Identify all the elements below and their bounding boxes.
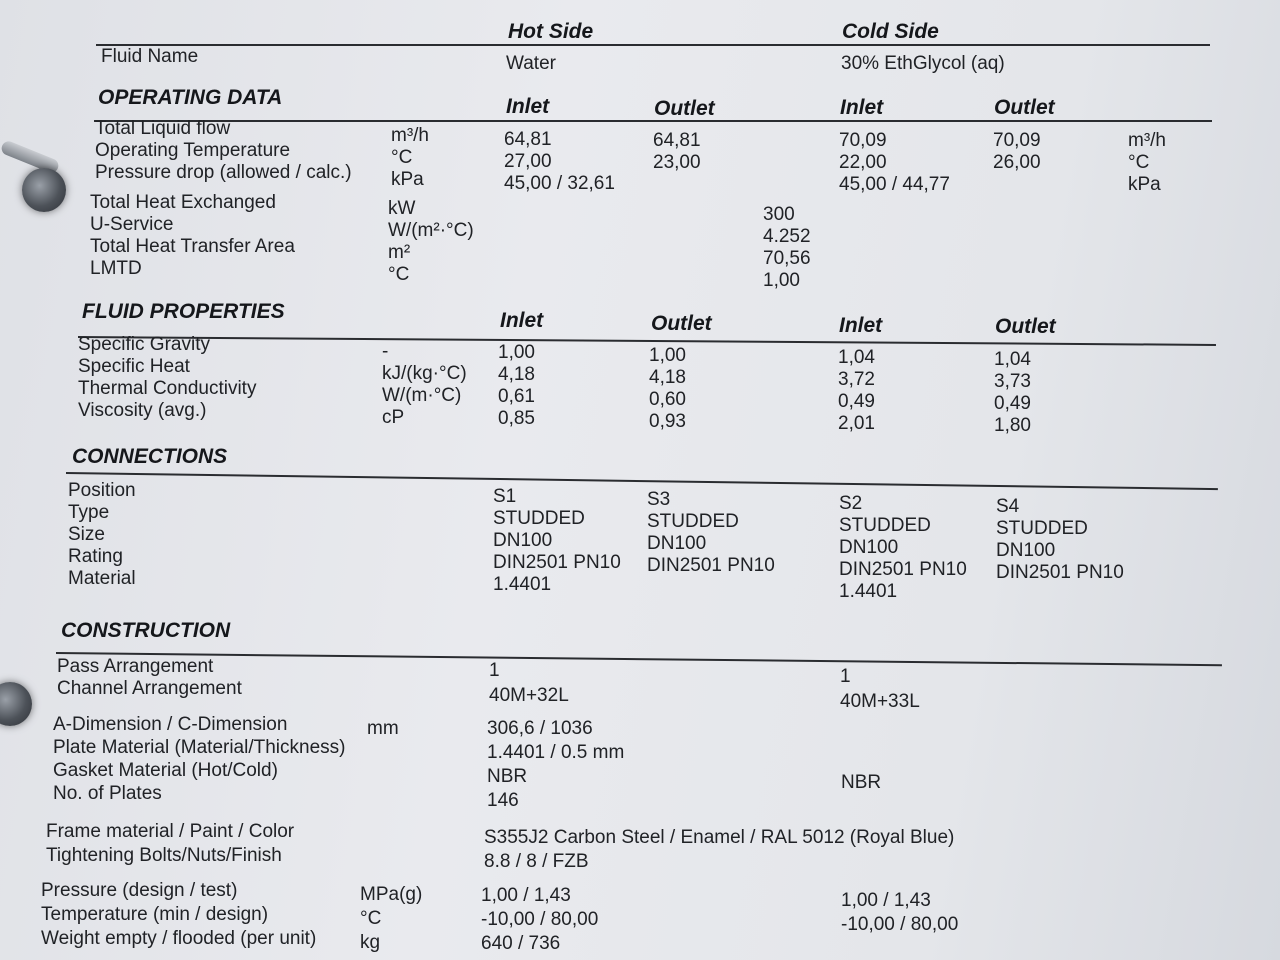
heat-unit-lmtd: °C [388,264,410,285]
conn-s2-material: 1.4401 [839,581,898,602]
op-cold-in-temp: 22,00 [839,152,887,173]
heat-value-lmtd: 1,00 [763,270,800,291]
design-label-weight: Weight empty / flooded (per unit) [41,928,317,949]
fp-hot-inlet-heading: Inlet [500,309,544,332]
design-unit-pressure: MPa(g) [360,884,423,905]
fp-unit-visc: cP [382,407,405,428]
conn-s2-position: S2 [839,493,863,514]
op-unit-pressure: kPa [391,169,424,190]
fp-hot-out-sh: 4,18 [649,367,686,388]
fp-cold-out-sh: 3,73 [994,371,1031,392]
fp-cold-in-visc: 2,01 [838,413,875,434]
dim-label-plates: No. of Plates [53,783,162,804]
conn-s2-values [839,493,967,603]
pass-cold-values [840,666,920,713]
fp-hot-in-tc: 0,61 [498,386,535,407]
fp-label-sg: Specific Gravity [78,334,210,355]
op-cold-inlet-heading: Inlet [840,96,884,119]
dim-label-gasket: Gasket Material (Hot/Cold) [53,760,278,781]
frame-label-material: Frame material / Paint / Color [46,821,295,842]
hot-fluid-value: Water [506,53,556,74]
op-unit-temp: °C [391,147,413,168]
fp-cold-in-sh: 3,72 [838,369,875,390]
heat-label-u: U-Service [90,214,174,235]
frame-labels [46,821,294,867]
dim-labels [53,714,345,805]
design-hot-pressure: 1,00 / 1,43 [481,885,571,906]
fp-unit-sh: kJ/(kg·°C) [382,363,467,384]
operating-data-heading: OPERATING DATA [98,86,283,109]
conn-s3-size: DN100 [647,533,707,554]
conn-s2-type: STUDDED [839,515,931,536]
conn-s1-material: 1.4401 [493,574,552,595]
pass-arrangement-label: Pass Arrangement [57,656,214,677]
dim-value-gasket: NBR [487,766,528,787]
fp-cold-inlet-heading: Inlet [839,314,883,337]
op-hot-outlet-heading: Outlet [654,97,715,120]
op-cold-out-flow: 70,09 [993,130,1041,151]
design-hot-values [481,885,598,955]
frame-value-bolts: 8.8 / 8 / FZB [484,851,589,872]
op-hot-outlet-values [653,130,701,174]
op-label-pressure: Pressure drop (allowed / calc.) [95,162,352,183]
dim-label-ac: A-Dimension / C-Dimension [53,714,288,735]
conn-s1-type: STUDDED [493,508,585,529]
cold-fluid-value: 30% EthGlycol (aq) [841,53,1005,74]
op-label-temp: Operating Temperature [95,140,291,161]
connections-heading: CONNECTIONS [72,445,228,468]
pass-labels [57,656,242,700]
fluid-name-label: Fluid Name [101,46,199,67]
dim-label-plate: Plate Material (Material/Thickness) [53,737,346,758]
heat-label-lmtd: LMTD [90,258,142,279]
fp-hot-in-sh: 4,18 [498,364,535,385]
design-cold-temperature: -10,00 / 80,00 [841,914,959,935]
channel-arrangement-label: Channel Arrangement [57,678,242,699]
conn-s3-values [647,489,775,577]
fp-unit-sg: - [382,341,389,362]
fp-unit-tc: W/(m·°C) [382,385,462,406]
cold-pass-value: 1 [840,666,851,687]
op-right-unit-temp: °C [1128,152,1150,173]
conn-label-rating: Rating [68,546,123,567]
op-cold-outlet-heading: Outlet [994,96,1055,119]
conn-label-material: Material [68,568,136,589]
heat-units [388,198,474,286]
conn-s2-rating: DIN2501 PN10 [839,559,967,580]
connections-rule [66,472,1218,490]
fp-label-visc: Viscosity (avg.) [78,400,207,421]
conn-s1-size: DN100 [493,530,553,551]
design-unit-weight: kg [360,932,381,953]
design-hot-weight: 640 / 736 [481,933,561,954]
op-cold-out-temp: 26,00 [993,152,1041,173]
fp-cold-in-tc: 0,49 [838,391,875,412]
dim-value-ac: 306,6 / 1036 [487,718,593,739]
frame-label-bolts: Tightening Bolts/Nuts/Finish [46,845,282,866]
fp-cold-out-sg: 1,04 [994,349,1031,370]
conn-s2-size: DN100 [839,537,899,558]
op-labels [95,118,352,184]
op-right-unit-flow: m³/h [1128,130,1166,151]
dim-unit: mm [367,718,399,739]
design-hot-temperature: -10,00 / 80,00 [481,909,599,930]
cold-channel-value: 40M+33L [840,691,920,712]
fp-cold-outlet-heading: Outlet [995,315,1056,338]
frame-value-material: S355J2 Carbon Steel / Enamel / RAL 5012 (Royal Blue) [484,827,955,848]
heat-value-u: 4.252 [763,226,811,247]
op-hot-inlet-values [504,129,615,195]
op-hot-inlet-heading: Inlet [506,95,550,118]
conn-s4-size: DN100 [996,540,1056,561]
fp-hot-in-visc: 0,85 [498,408,535,429]
fp-hot-in-sg: 1,00 [498,342,535,363]
conn-s1-rating: DIN2501 PN10 [493,552,621,573]
op-right-units [1128,130,1166,196]
heat-value-area: 70,56 [763,248,811,269]
fp-hot-inlet-values [498,342,535,430]
op-hot-in-temp: 27,00 [504,151,552,172]
op-hot-in-flow: 64,81 [504,129,552,150]
fp-cold-outlet-values [994,349,1031,437]
conn-s4-type: STUDDED [996,518,1088,539]
design-unit-temperature: °C [360,908,382,929]
fp-hot-outlet-values [649,345,686,433]
conn-label-position: Position [68,480,136,501]
conn-s4-position: S4 [996,496,1020,517]
fp-cold-out-visc: 1,80 [994,415,1031,436]
design-cold-pressure: 1,00 / 1,43 [841,890,931,911]
conn-label-type: Type [68,502,110,523]
op-hot-in-pressure: 45,00 / 32,61 [504,173,615,194]
fp-hot-out-visc: 0,93 [649,411,686,432]
fp-units [382,341,467,429]
conn-s4-rating: DIN2501 PN10 [996,562,1124,583]
dim-values [487,718,624,812]
op-cold-in-flow: 70,09 [839,130,887,151]
header-rule [96,44,1210,46]
op-label-flow: Total Liquid flow [95,118,231,139]
op-hot-out-flow: 64,81 [653,130,701,151]
fp-hot-out-sg: 1,00 [649,345,686,366]
fp-cold-inlet-values [838,347,875,435]
fp-hot-outlet-heading: Outlet [651,312,712,335]
fp-cold-out-tc: 0,49 [994,393,1031,414]
op-unit-flow: m³/h [391,125,429,146]
op-cold-in-pressure: 45,00 / 44,77 [839,174,950,195]
conn-label-size: Size [68,524,105,545]
heat-unit-u: W/(m²·°C) [388,220,474,241]
conn-s3-position: S3 [647,489,671,510]
hot-channel-value: 40M+32L [489,685,569,706]
heat-unit-area: m² [388,242,411,263]
heat-label-total: Total Heat Exchanged [90,192,276,213]
design-labels [41,880,316,950]
dim-value-plates: 146 [487,790,519,811]
dim-value-plate: 1.4401 / 0.5 mm [487,742,625,763]
fp-cold-in-sg: 1,04 [838,347,875,368]
conn-s4-values [996,496,1124,584]
heat-labels [90,192,295,280]
design-units [360,884,422,954]
cold-side-heading: Cold Side [842,20,939,43]
op-right-unit-pressure: kPa [1128,174,1161,195]
conn-s1-position: S1 [493,486,517,507]
op-cold-inlet-values [839,130,950,196]
gasket-cold-value: NBR [841,772,882,793]
binder-ring-top [22,168,66,212]
heat-unit-total: kW [388,198,416,219]
construction-heading: CONSTRUCTION [61,619,231,642]
fp-hot-out-tc: 0,60 [649,389,686,410]
op-cold-outlet-values [993,130,1041,174]
conn-labels [68,480,136,590]
fp-label-tc: Thermal Conductivity [78,378,257,399]
conn-s1-values [493,486,621,596]
conn-s3-rating: DIN2501 PN10 [647,555,775,576]
hot-side-heading: Hot Side [508,20,594,43]
design-cold-values [841,890,958,936]
fluid-properties-heading: FLUID PROPERTIES [82,300,285,323]
heat-value-total: 300 [763,204,795,225]
fp-label-sh: Specific Heat [78,356,190,377]
design-label-temperature: Temperature (min / design) [41,904,269,925]
frame-values [484,827,954,873]
pass-hot-values [489,660,569,707]
design-label-pressure: Pressure (design / test) [41,880,238,901]
heat-values [763,204,811,292]
conn-s3-type: STUDDED [647,511,739,532]
op-units [391,125,429,191]
op-hot-out-temp: 23,00 [653,152,701,173]
binder-ring-bottom [0,682,32,726]
fp-labels [78,334,256,422]
heat-label-area: Total Heat Transfer Area [90,236,295,257]
hot-pass-value: 1 [489,660,500,681]
